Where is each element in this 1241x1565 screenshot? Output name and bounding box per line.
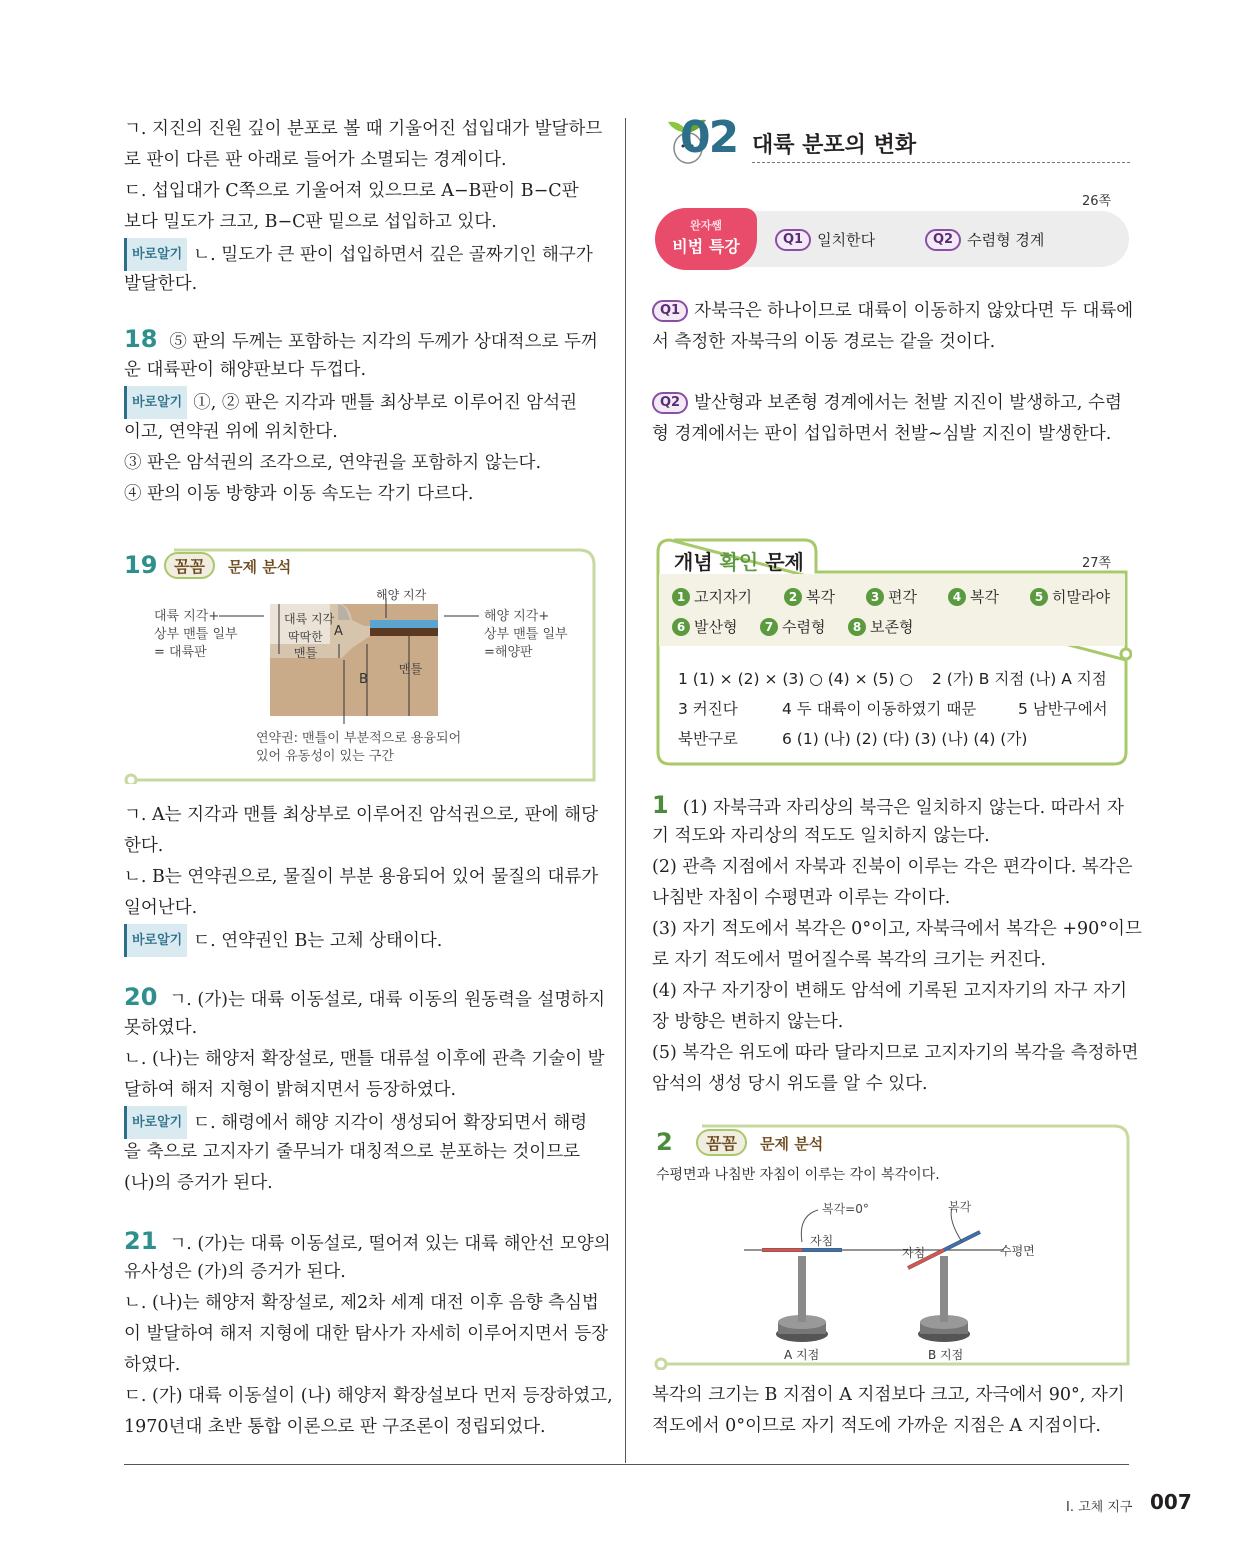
text-line: 하였다. bbox=[124, 1355, 181, 1375]
label-line: 상부 맨틀 일부 bbox=[154, 627, 238, 642]
text-line: 못하였다. bbox=[124, 1018, 198, 1038]
text-line: ③ 판은 암석권의 조각으로, 연약권을 포함하지 않는다. bbox=[124, 453, 542, 473]
keyword-text: 편각 bbox=[888, 588, 917, 606]
keyword-text: 고지자기 bbox=[694, 588, 752, 606]
text-line: (2) 관측 지점에서 자북과 진북이 이루는 각은 편각이다. 복각은 bbox=[652, 857, 1133, 877]
answer-4: 4 두 대륙이 이동하였기 때문 bbox=[782, 700, 977, 718]
right-plate-label bbox=[484, 608, 568, 662]
keyword-number: 5 bbox=[1030, 588, 1048, 606]
q2-summary bbox=[925, 229, 1044, 251]
question-number: 21 bbox=[124, 1227, 158, 1255]
text-span: ㄱ. (가)는 대륙 이동설로, 대륙 이동의 원동력을 설명하지 bbox=[169, 990, 606, 1010]
special-lecture-bar bbox=[655, 211, 1129, 267]
text-line bbox=[652, 388, 1122, 419]
keyword-number: 6 bbox=[672, 618, 690, 636]
text-span: ⑤ 판의 두께는 포함하는 지각의 두께가 상대적으로 두꺼 bbox=[169, 332, 598, 352]
keyword-item bbox=[760, 616, 825, 637]
label-line: 상부 맨틀 일부 bbox=[484, 627, 568, 642]
text-line: 적도에서 0°이므로 자기 적도에 가까운 지점은 A 지점이다. bbox=[652, 1416, 1101, 1436]
analysis-box-19 bbox=[124, 548, 596, 784]
text-line bbox=[124, 982, 605, 1016]
keyword-number: 1 bbox=[672, 588, 690, 606]
text-span: ①, ② 판은 지각과 맨틀 최상부로 이루어진 암석권 bbox=[193, 393, 578, 413]
analysis-title: 문제 분석 bbox=[760, 1135, 824, 1153]
text-line: (4) 자구 자기장이 변해도 암석에 기록된 고지자기의 자구 자기 bbox=[652, 981, 1128, 1001]
text-line: 한다. bbox=[124, 836, 164, 856]
keyword-text: 히말라야 bbox=[1052, 588, 1110, 606]
keyword-text: 수렴형 bbox=[782, 618, 826, 636]
section-title: 대륙 분포의 변화 bbox=[752, 133, 917, 158]
dip-label: 복각 bbox=[948, 1200, 972, 1214]
text-line: 발달한다. bbox=[124, 274, 198, 294]
text-line: 달하여 해저 지형이 밝혀지면서 등장하였다. bbox=[124, 1080, 457, 1100]
text-line: 이 발달하여 해저 지형에 대한 탐사가 자세히 이루어지면서 등장 bbox=[124, 1324, 609, 1344]
text-line: 이고, 연약권 위에 위치한다. bbox=[124, 422, 338, 442]
question-number: 20 bbox=[124, 983, 158, 1011]
text-line: ㄱ. A는 지각과 맨틀 최상부로 이루어진 암석권으로, 판에 해당 bbox=[124, 805, 598, 825]
column-divider bbox=[625, 118, 626, 1463]
site-a-label: A 지점 bbox=[784, 1348, 820, 1362]
text-line bbox=[652, 296, 1133, 327]
text-line: 일어난다. bbox=[124, 898, 198, 918]
text-line: 1970년대 초반 통합 이론으로 판 구조론이 정립되었다. bbox=[124, 1417, 546, 1437]
rigid-mantle-label: 맨틀 bbox=[294, 646, 318, 660]
keyword-item bbox=[672, 616, 737, 637]
analysis-badge: 꼼꼼 bbox=[164, 552, 215, 579]
text-span: ㄴ. 밀도가 큰 판이 섭입하면서 깊은 골짜기인 해구가 bbox=[193, 245, 593, 265]
title-part: 확인 bbox=[719, 550, 759, 574]
text-span: ㄷ. 연약권인 B는 고체 상태이다. bbox=[193, 931, 443, 951]
keyword-number: 2 bbox=[784, 588, 802, 606]
b-label: B bbox=[359, 672, 368, 687]
text-line: (5) 복각은 위도에 따라 달라지므로 고지자기의 복각을 측정하면 bbox=[652, 1043, 1139, 1063]
title-part: 문제 bbox=[758, 550, 804, 574]
footer-rule bbox=[124, 1464, 1129, 1465]
correction-tag: 바로알기 bbox=[124, 1106, 187, 1139]
a-label: A bbox=[334, 624, 343, 639]
section-header bbox=[652, 112, 1130, 168]
text-line: 운 대륙판이 해양판보다 두껍다. bbox=[124, 360, 367, 380]
keyword-number: 7 bbox=[760, 618, 778, 636]
concept-check-box bbox=[654, 538, 1130, 766]
keyword-item bbox=[784, 586, 835, 607]
text-line: ㄴ. (나)는 해양저 확장설로, 맨틀 대류설 이후에 관측 기술이 발 bbox=[124, 1049, 605, 1069]
text-span: (1) 자북극과 자리상의 북극은 일치하지 않는다. 따라서 자 bbox=[682, 798, 1124, 818]
text-line: 기 적도와 자리상의 적도도 일치하지 않는다. bbox=[652, 826, 990, 846]
page-number: 007 bbox=[1150, 1490, 1192, 1514]
question-number: 1 bbox=[652, 791, 669, 819]
footer-section: I. 고체 지구 bbox=[1066, 1500, 1133, 1515]
text-line: ㄱ. 지진의 진원 깊이 분포로 볼 때 기울어진 섭입대가 발달하므 bbox=[124, 119, 603, 139]
text-line: (3) 자기 적도에서 복각은 0°이고, 자북극에서 복각은 +90°이므 bbox=[652, 919, 1142, 939]
text-line bbox=[124, 238, 593, 271]
keyword-text: 보존형 bbox=[870, 618, 914, 636]
asthenosphere-note bbox=[256, 730, 461, 766]
q1-summary bbox=[775, 229, 875, 251]
answer-6: 6 (1) (나) (2) (다) (3) (나) (4) (가) bbox=[782, 730, 1028, 748]
answer-2: 2 (가) B 지점 (나) A 지점 bbox=[932, 670, 1107, 688]
keyword-text: 복각 bbox=[806, 588, 835, 606]
keyword-item bbox=[1030, 586, 1110, 607]
site-b-label: B 지점 bbox=[928, 1348, 964, 1362]
text-line: 장 방향은 변하지 않는다. bbox=[652, 1012, 844, 1032]
special-lecture-badge bbox=[655, 208, 757, 270]
analysis-caption: 수평면과 나침반 자침이 이루는 각이 복각이다. bbox=[656, 1167, 940, 1183]
page-reference: 26쪽 bbox=[1082, 194, 1112, 209]
label-line: 해양 지각+ bbox=[484, 609, 550, 624]
text-span: ㄱ. (가)는 대륙 이동설로, 떨어져 있는 대륙 해안선 모양의 bbox=[169, 1234, 611, 1254]
text-line bbox=[124, 1226, 611, 1260]
analysis-title: 문제 분석 bbox=[228, 558, 292, 576]
horizontal-plane-label: 수평면 bbox=[1000, 1244, 1035, 1258]
correction-tag: 바로알기 bbox=[124, 924, 187, 957]
left-plate-label bbox=[154, 608, 238, 662]
text-line: ㄴ. B는 연약권으로, 물질이 부분 용융되어 있어 물질의 대류가 bbox=[124, 867, 599, 887]
text-line: ④ 판의 이동 방향과 이동 속도는 각기 다르다. bbox=[124, 484, 474, 504]
text-span: 자북극은 하나이므로 대륙이 이동하지 않았다면 두 대륙에 bbox=[694, 301, 1134, 321]
rigid-mantle-label: 딱딱한 bbox=[288, 630, 323, 644]
text-line: ㄷ. 섭입대가 C쪽으로 기울어져 있으므로 A−B판이 B−C판 bbox=[124, 181, 579, 201]
label-line: = 대륙판 bbox=[154, 645, 207, 660]
continental-crust-label: 대륙 지각 bbox=[284, 612, 335, 626]
text-line bbox=[124, 1106, 587, 1139]
badge-top: 완자쌤 bbox=[690, 219, 722, 232]
answer-5: 5 남반구에서 bbox=[1018, 700, 1108, 718]
text-line: 서 측정한 자북극의 이동 경로는 같을 것이다. bbox=[652, 332, 996, 352]
keyword-number: 4 bbox=[948, 588, 966, 606]
q2-badge: Q2 bbox=[925, 229, 961, 251]
answer-5-cont: 북반구로 bbox=[678, 730, 738, 748]
note-line: 연약권: 맨틀이 부분적으로 용융되어 bbox=[256, 731, 462, 746]
keyword-text: 발산형 bbox=[694, 618, 738, 636]
q1-badge: Q1 bbox=[652, 300, 688, 322]
text-line: 로 판이 다른 판 아래로 들어가 소멸되는 경계이다. bbox=[124, 150, 507, 170]
q2-badge: Q2 bbox=[652, 392, 688, 414]
analysis-box-2 bbox=[652, 1124, 1130, 1370]
badge-bottom: 비법 특강 bbox=[672, 237, 740, 256]
needle-b-label: 자침 bbox=[902, 1246, 926, 1260]
analysis-badge: 꼼꼼 bbox=[696, 1129, 747, 1156]
text-line bbox=[124, 386, 577, 419]
q1-answer: 일치한다 bbox=[817, 231, 876, 249]
text-span: 발산형과 보존형 경계에서는 천발 지진이 발생하고, 수렴 bbox=[694, 393, 1122, 413]
text-line: 암석의 생성 당시 위도를 알 수 있다. bbox=[652, 1074, 928, 1094]
answer-3: 3 커진다 bbox=[678, 700, 738, 718]
label-line: 대륙 지각+ bbox=[154, 609, 220, 624]
keyword-item bbox=[948, 586, 999, 607]
keyword-item bbox=[848, 616, 913, 637]
question-number: 19 bbox=[124, 551, 158, 579]
text-line: ㄷ. (가) 대륙 이동설이 (나) 해양저 확장설보다 먼저 등장하였고, bbox=[124, 1386, 613, 1406]
keyword-item bbox=[866, 586, 917, 607]
answer-1: 1 (1) × (2) × (3) ○ (4) × (5) ○ bbox=[678, 670, 913, 688]
keyword-item bbox=[672, 586, 752, 607]
compass-dip-diagram bbox=[652, 1124, 1130, 1370]
title-underline bbox=[752, 162, 1130, 163]
text-span: ㄷ. 해령에서 해양 지각이 생성되어 확장되면서 해령 bbox=[193, 1113, 588, 1133]
section-number: 02 bbox=[680, 112, 738, 163]
text-line bbox=[124, 924, 442, 957]
text-line: 을 축으로 고지자기 줄무늬가 대칭적으로 분포하는 것이므로 bbox=[124, 1142, 580, 1162]
keyword-text: 복각 bbox=[970, 588, 999, 606]
page-reference: 27쪽 bbox=[1082, 556, 1112, 571]
note-line: 있어 유동성이 있는 구간 bbox=[256, 749, 394, 764]
correction-tag: 바로알기 bbox=[124, 238, 187, 271]
text-line: 로 자기 적도에서 멀어질수록 복각의 크기는 커진다. bbox=[652, 950, 1046, 970]
ocean-crust-label: 해양 지각 bbox=[376, 588, 427, 602]
mantle-label: 맨틀 bbox=[399, 662, 423, 676]
keyword-number: 8 bbox=[848, 618, 866, 636]
question-number: 18 bbox=[124, 325, 158, 353]
text-line: 나침반 자침이 수평면과 이루는 각이다. bbox=[652, 888, 951, 908]
needle-a-label: 자침 bbox=[810, 1234, 834, 1248]
text-line: (나)의 증거가 된다. bbox=[124, 1173, 273, 1193]
text-line: 보다 밀도가 크고, B−C판 밑으로 섭입하고 있다. bbox=[124, 212, 497, 232]
title-part: 개념 bbox=[674, 550, 720, 574]
text-line: 형 경계에서는 판이 섭입하면서 천발∼심발 지진이 발생한다. bbox=[652, 424, 1112, 444]
text-line bbox=[124, 324, 598, 358]
text-line: 복각의 크기는 B 지점이 A 지점보다 크고, 자극에서 90°, 자기 bbox=[652, 1385, 1125, 1405]
dip-zero-label: 복각=0° bbox=[822, 1202, 869, 1216]
question-number: 2 bbox=[656, 1128, 673, 1156]
q2-answer: 수렴형 경계 bbox=[967, 231, 1045, 249]
label-line: =해양판 bbox=[484, 645, 533, 660]
keyword-number: 3 bbox=[866, 588, 884, 606]
text-line: 유사성은 (가)의 증거가 된다. bbox=[124, 1262, 346, 1282]
concept-title bbox=[674, 546, 804, 575]
correction-tag: 바로알기 bbox=[124, 386, 187, 419]
q1-badge: Q1 bbox=[775, 229, 811, 251]
text-line bbox=[652, 790, 1124, 824]
text-line: ㄴ. (나)는 해양저 확장설로, 제2차 세계 대전 이후 음향 측심법 bbox=[124, 1293, 599, 1313]
